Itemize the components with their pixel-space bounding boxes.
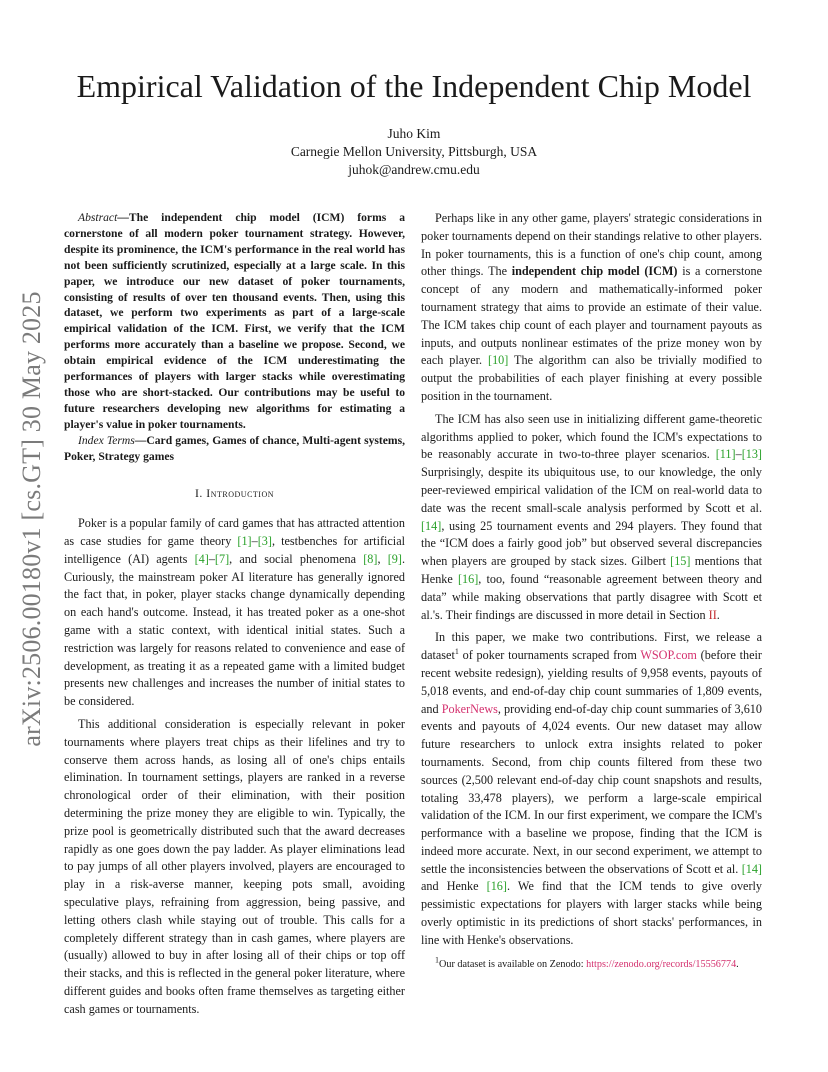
text-run: In this paper, we make two contributions. First, we release a dataset bbox=[421, 630, 762, 663]
abstract-dash: — bbox=[117, 211, 129, 224]
citation-link[interactable]: [1] bbox=[237, 534, 252, 549]
abstract-text: The independent chip model (ICM) forms a cornerstone of all modern poker tournament strategy. However, despite its prominence, the ICM's performance in the real world has not been sufficiently scrutinized, especially at a large scale. In this paper, we introduce our new dataset of poker tournaments, consisting of results of over ten thousand events. Then, using this dataset, we perform two experiments as part of a large-scale empirical validation of the ICM. First, we verify that the ICM performs more accurately than a baseline we propose. Second, we obtain empirical evidence of the ICM underestimating the performances of players with larger stacks while overestimating those who are short-stacked. Our contributions may be useful to future researchers developing new algorithms for estimating a player's value in poker tournaments. bbox=[64, 211, 405, 431]
text-run: . bbox=[736, 959, 739, 970]
paper-title: Empirical Validation of the Independent Chip Model bbox=[76, 68, 752, 104]
index-terms-dash: — bbox=[134, 433, 147, 447]
citation-link[interactable]: [8] bbox=[363, 551, 378, 566]
citation-link[interactable]: [16] bbox=[486, 879, 507, 894]
text-run: , and social phenomena bbox=[229, 551, 364, 566]
text-run: – bbox=[251, 534, 258, 549]
text-run: The algorithm can also be trivially modified to output the probabilities of each player finishing at every possible position in the tournament. bbox=[421, 353, 762, 403]
text-run: – bbox=[735, 447, 742, 462]
intro-paragraph-5 bbox=[421, 629, 762, 949]
text-run: , bbox=[377, 551, 388, 566]
index-terms bbox=[64, 433, 405, 465]
wsop-link[interactable]: WSOP.com bbox=[640, 648, 697, 663]
footnote-number: 1 bbox=[435, 955, 439, 965]
footnote-text: Our dataset is available on Zenodo: bbox=[439, 959, 587, 970]
author-affiliation: Carnegie Mellon University, Pittsburgh, USA bbox=[290, 144, 538, 159]
abstract bbox=[64, 210, 405, 433]
text-run: of poker tournaments scraped from bbox=[458, 648, 641, 663]
citation-link[interactable]: [15] bbox=[670, 554, 691, 569]
right-column bbox=[421, 210, 762, 950]
citation-link[interactable]: [14] bbox=[421, 518, 442, 533]
text-run: , too, found “reasonable agreement between theory and data” while making observations that partly disagree with Scott et al.'s. Their findings are discussed in more detail in Section bbox=[421, 571, 763, 622]
author-name: Juho Kim bbox=[387, 126, 441, 141]
citation-link[interactable]: [9] bbox=[387, 551, 402, 566]
intro-paragraph-3 bbox=[421, 210, 762, 406]
text-run: . We find that the ICM tends to give overly pessimistic expectations for players with larger stacks while being overly optimistic in its predictions of short stacks' performances, in line with Henke's observations. bbox=[421, 879, 762, 947]
zenodo-link[interactable]: https://zenodo.org/records/15556774 bbox=[586, 959, 737, 970]
text-run: – bbox=[208, 551, 215, 566]
intro-paragraph-1 bbox=[64, 515, 405, 711]
citation-link[interactable]: [11] bbox=[715, 447, 736, 462]
text-run: . bbox=[716, 607, 720, 622]
text-run: The ICM has also seen use in initializing different game-theoretic algorithms applied to poker, which found the ICM's expectations to be reasonably accurate in two-to-three player scenarios. bbox=[421, 411, 762, 462]
citation-link[interactable]: [4] bbox=[194, 551, 209, 566]
intro-paragraph-4 bbox=[421, 411, 762, 625]
index-terms-text: Card games, Games of chance, Multi-agent systems, Poker, Strategy games bbox=[64, 433, 405, 463]
author-email: juhok@andrew.cmu.edu bbox=[348, 162, 480, 177]
author-block bbox=[0, 125, 828, 179]
icm-term: independent chip model (ICM) bbox=[511, 264, 678, 279]
text-run: , using 25 tournament events and 294 players. They found that the “ICM does a fairly good job” but observed several discrepancies when players are grouped by stack sizes. Gilbert bbox=[421, 518, 762, 569]
text-run: Poker is a popular family of card games that has attracted attention as case studies for game theory bbox=[64, 516, 405, 549]
text-run: (before their recent website redesign), yielding results of 9,958 events, payouts of 5,018 events, and end-of-day chip count summaries of 1,809 events, and bbox=[421, 648, 762, 716]
citation-link[interactable]: [3] bbox=[257, 534, 272, 549]
arxiv-watermark bbox=[14, 291, 50, 747]
citation-link[interactable]: [13] bbox=[741, 447, 762, 462]
index-terms-label: Index Terms bbox=[78, 433, 135, 447]
left-column bbox=[64, 210, 405, 1019]
citation-link[interactable]: [7] bbox=[214, 551, 230, 566]
text-run: is a cornerstone concept of any modern and mathematically-informed poker tournament strategy that aims to provide an estimate of their value. The ICM takes chip count of each player and tournament payouts as inputs, and outputs nonlinear estimates of the prize money won by each player. bbox=[421, 264, 762, 368]
text-run: . Curiously, the mainstream poker AI literature has generally ignored the fact that, in poker, player stacks change dynamically depending on each hand's outcome. Instead, it has treated poker as a one-shot game with a static context, with identical initial states. Such a restriction was largely for reasons related to convenience and ease of development, as treating it as a repeated game with a limited budget presents new challenges and increases the number of initial states to be considered. bbox=[64, 551, 405, 709]
text-run: , testbenches for artificial intelligence (AI) agents bbox=[64, 534, 405, 566]
section-heading-introduction: I. Introduction bbox=[194, 485, 275, 500]
pokernews-link[interactable]: PokerNews bbox=[441, 701, 498, 716]
citation-link[interactable]: [16] bbox=[457, 571, 479, 586]
intro-paragraph-2: This additional consideration is especially relevant in poker tournaments where players treat chips as their lifelines and try to conserve them across hands, as losing all of one's chips entails elimination. In tournament settings, players are ranked in a reverse chronological order of their elimination, with their position determining the prize money they are eligible to win. Typically, the prize pool is geometrically distributed such that the award decreases rapidly as one goes down the pay ladder. As player eliminations lead to pay jumps of all other players involved, players are encouraged to play in a risk-averse manner, keeping pots small, avoiding speculative plays, refraining from aggression, being passive, and letting others clash while staying out of trouble. This calls for a completely different strategy than in cash games, where players are (usually) allowed to buy in after losing all of their chips or top off their stacks, and this is reflected in the general poker literature, where different guides and books often frame themselves as targeting either cash games or tournaments. bbox=[64, 717, 405, 1016]
text-run: , providing end-of-day chip count summaries of 3,610 events and payouts of 4,024 events. Our new dataset may allow future researchers to unlock extra insights related to poker tournaments. Second, from chip counts filtered from these two sources (2,500 relevant end-of-day chip count snapshots and results, totaling 33,478 players), we perform a large-scale empirical validation of the ICM. In our first experiment, we compare the ICM's performance with a baseline we propose, finding that the ICM is indeed more accurate. Next, in our second experiment, we attempt to settle the inconsistencies between the observations of Scott et al. bbox=[421, 701, 762, 876]
text-run: mentions that Henke bbox=[421, 554, 762, 586]
abstract-label: Abstract bbox=[78, 211, 118, 224]
citation-link[interactable]: [14] bbox=[741, 861, 762, 876]
arxiv-identifier: arXiv:2506.00180v1 [cs.GT] 30 May 2025 bbox=[17, 291, 46, 747]
section-reference-link[interactable]: II bbox=[708, 607, 717, 622]
citation-link[interactable]: [10] bbox=[488, 353, 509, 368]
footnote-marker[interactable]: 1 bbox=[454, 647, 459, 657]
text-run: Perhaps like in any other game, players' strategic considerations in poker tournaments depend on their standings relative to other players. In poker tournaments, this is a function of one's chip count, among other things. The bbox=[421, 211, 762, 279]
text-run: and Henke bbox=[421, 879, 487, 894]
text-run: Surprisingly, despite its ubiquitous use, to our knowledge, the only peer-reviewed empirical validation of the ICM on real-world data to date was the recent small-scale analysis performed by Scott et al. bbox=[421, 465, 762, 515]
footnote bbox=[421, 955, 766, 972]
